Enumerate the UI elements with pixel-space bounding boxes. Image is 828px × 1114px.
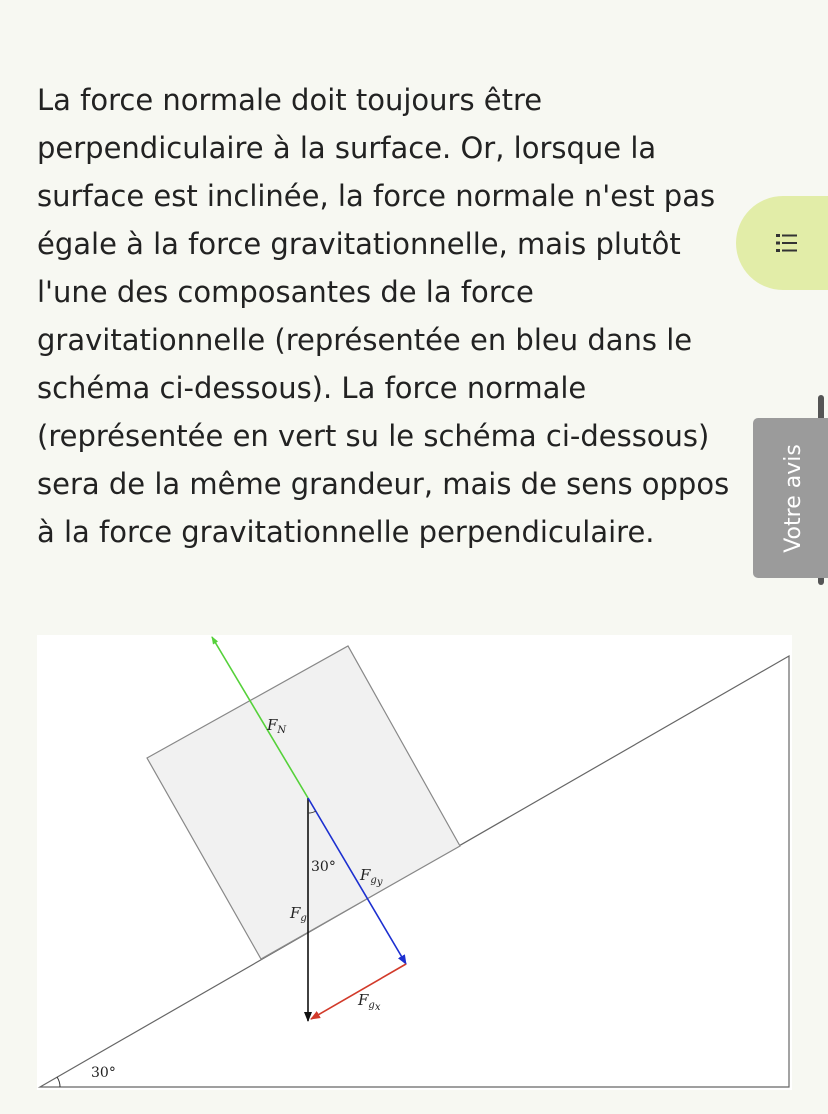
feedback-tab[interactable] xyxy=(753,418,828,578)
diagram-svg xyxy=(37,635,792,1090)
article-paragraph xyxy=(37,76,767,556)
paragraph-line: surface est inclinée, la force normale n'est pas xyxy=(37,179,716,213)
base-angle-label: 30° xyxy=(91,1065,116,1081)
feedback-label: Votre avis xyxy=(780,443,806,553)
paragraph-line: La force normale doit toujours être xyxy=(37,83,543,117)
paragraph-line: (représentée en vert su le schéma ci-dessous) xyxy=(37,419,710,453)
paragraph-line: l'une des composantes de la force xyxy=(37,275,534,309)
table-of-contents-button[interactable] xyxy=(736,196,828,290)
paragraph-line: à la force gravitationnelle perpendiculaire. xyxy=(37,515,655,549)
fn-label: $F_N$ xyxy=(267,716,287,736)
paragraph-line: gravitationnelle (représentée en bleu dans le xyxy=(37,323,693,357)
fgy-label: $F_gy$ xyxy=(360,866,383,888)
paragraph-line: égale à la force gravitationnelle, mais plutôt xyxy=(37,227,681,261)
paragraph-line: sera de la même grandeur, mais de sens oppos xyxy=(37,467,730,501)
fg-label: $F_g$ xyxy=(290,904,307,924)
fgx-label: $F_gx$ xyxy=(358,991,381,1013)
paragraph-line: schéma ci-dessous). La force normale xyxy=(37,371,587,405)
inner-angle-label: 30° xyxy=(311,859,336,875)
inclined-plane-diagram xyxy=(37,635,792,1090)
list-icon xyxy=(776,233,798,253)
paragraph-line: perpendiculaire à la surface. Or, lorsque la xyxy=(37,131,657,165)
